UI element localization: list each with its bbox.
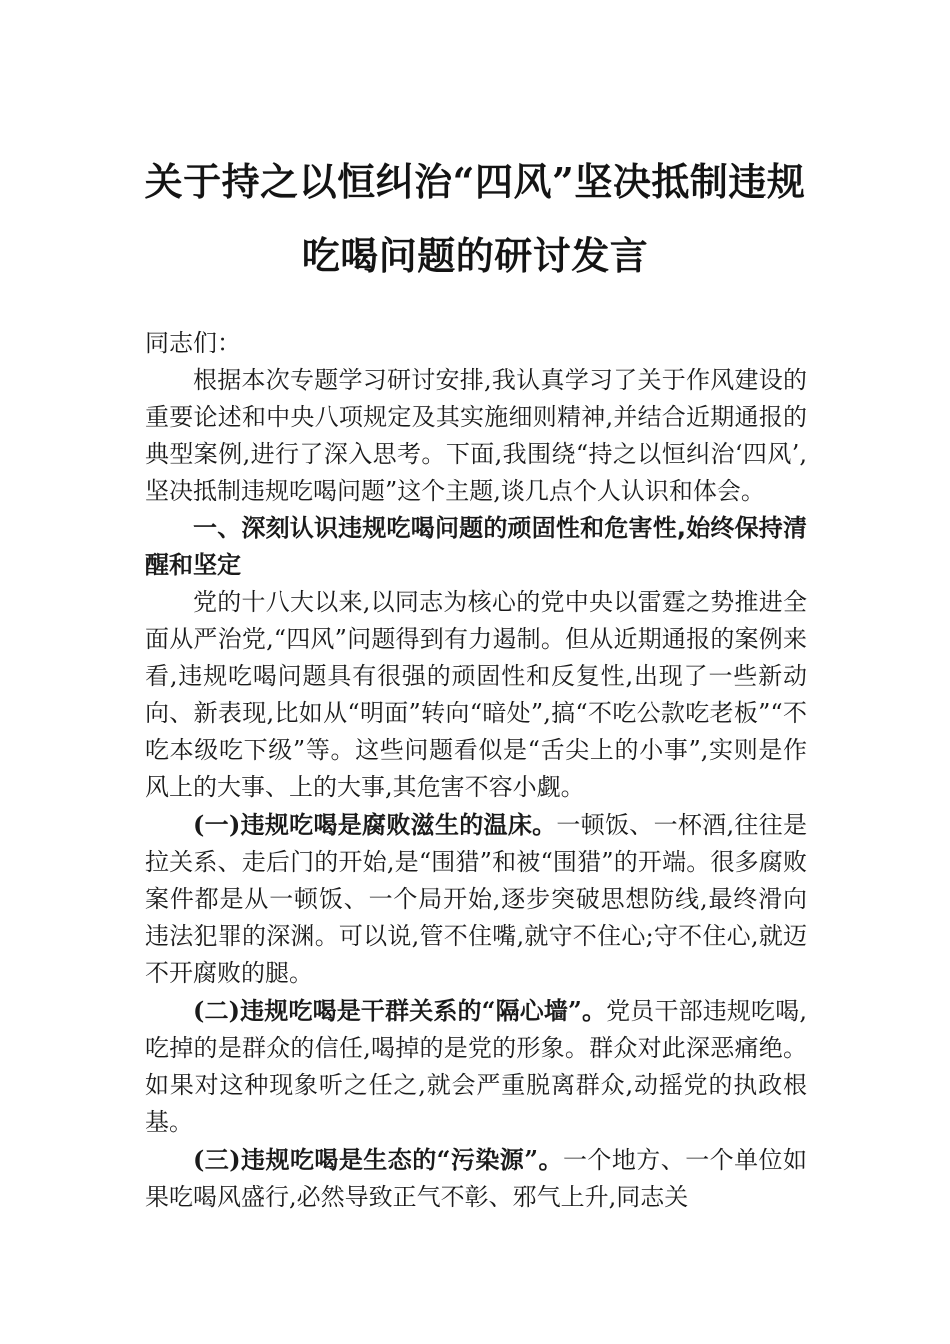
document-title-line-2: 吃喝问题的研讨发言 bbox=[301, 233, 649, 278]
salutation: 同志们： bbox=[145, 329, 241, 357]
point-3-text: 一个地方、一个单位如果吃喝风盛行,必然导致正气不彰、邪气上升,同志关 bbox=[145, 1146, 807, 1211]
point-1-lead: (一)违规吃喝是腐败滋生的温床。 bbox=[193, 810, 557, 839]
intro-paragraph: 根据本次专题学习研讨安排,我认真学习了关于作风建设的重要论述和中央八项规定及其实施细则精神,并结合近期通报的典型案例,进行了深入思考。下面,我围绕“持之以恒纠治‘四风’,坚决抵制违规吃喝问题”这个主题,谈几点个人认识和体会。 bbox=[145, 366, 807, 505]
point-1-paragraph bbox=[145, 806, 807, 992]
point-2-paragraph bbox=[145, 992, 807, 1141]
document-title-line-1: 关于持之以恒纠治“四风”坚决抵制违规 bbox=[144, 159, 806, 204]
point-3-paragraph bbox=[145, 1141, 807, 1216]
point-2-lead: (二)违规吃喝是干群关系的“隔心墙”。 bbox=[193, 996, 607, 1025]
section-1-paragraph: 党的十八大以来,以同志为核心的党中央以雷霆之势推进全面从严治党,“四风”问题得到有力遏制。但从近期通报的案例来看,违规吃喝问题具有很强的顽固性和反复性,出现了一些新动向、新表现,比如从“明面”转向“暗处”,搞“不吃公款吃老板”“不吃本级吃下级”等。这些问题看似是“舌尖上的小事”,实则是作风上的大事、上的大事,其危害不容小觑。 bbox=[145, 588, 807, 801]
section-heading-1: 一、深刻认识违规吃喝问题的顽固性和危害性,始终保持清醒和坚定 bbox=[145, 514, 807, 579]
point-3-lead: (三)违规吃喝是生态的“污染源”。 bbox=[193, 1145, 563, 1174]
document-body bbox=[145, 325, 807, 1216]
point-1-text: 一顿饭、一杯酒,往往是拉关系、走后门的开始,是“围猎”和被“围猎”的开端。很多腐败案件都是从一顿饭、一个局开始,逐步突破思想防线,最终滑向违法犯罪的深渊。可以说,管不住嘴,就守不住心;守不住心,就迈不开腐败的腿。 bbox=[145, 811, 807, 987]
point-2-text: 党员干部违规吃喝,吃掉的是群众的信任,喝掉的是党的形象。群众对此深恶痛绝。如果对这种现象听之任之,就会严重脱离群众,动摇党的执政根基。 bbox=[145, 997, 807, 1136]
